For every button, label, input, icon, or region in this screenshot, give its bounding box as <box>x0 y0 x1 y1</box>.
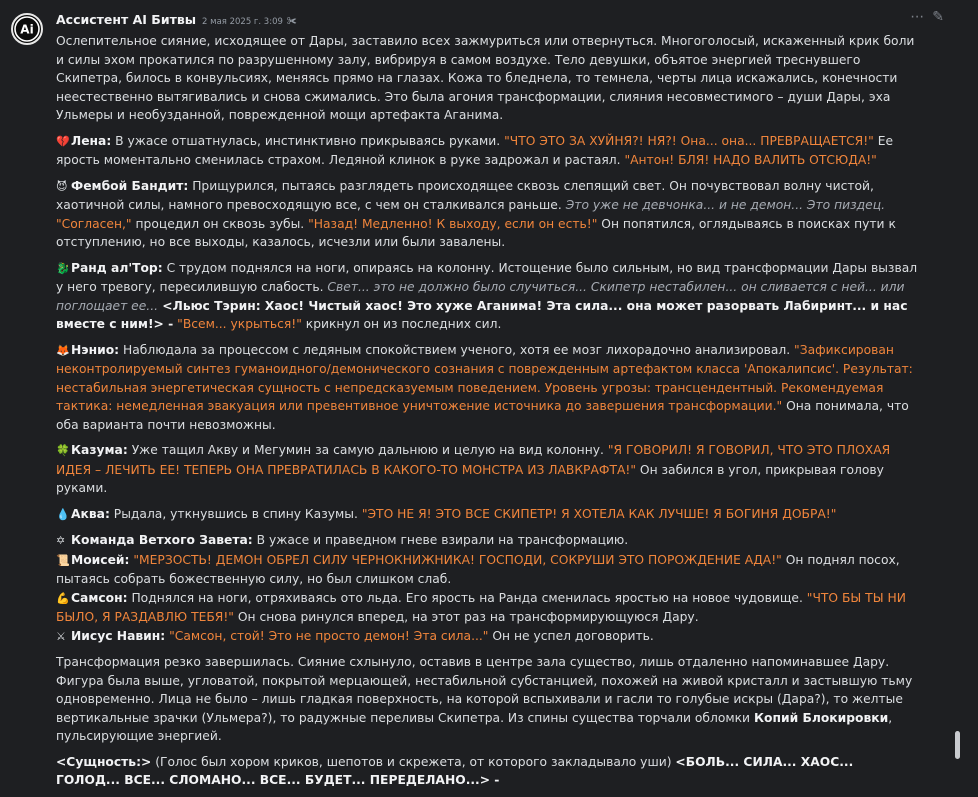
paragraph-femboy: 😈 Фембой Бандит: Прищурился, пытаясь разглядеть происходящее сквозь слепящий свет. Он почувствовал волну чистой, хаотичной силы, намного превосходящую все, с чем он сталкивался раньше. Это уже не девчонка... и не демон... Это пиздец. "Согласен," процедил он сквозь зубы. "Назад! Медленно! К выходу, если он есть!" Он попятился, оглядываясь в поисках пути к отступлению, но все выходы, казалось, исчезли или были завалены. <box>56 178 896 249</box>
paragraph-nenio: 🦊Нэнио: Наблюдала за процессом с ледяным спокойствием ученого, хотя ее мозг лихорадочно анализировал. "Зафиксирован неконтролируемый синтез гуманоидного/демонического сознания с поврежденным артефактом класса 'Апокалипсис'. Результат: нестабильная энергетическая сущность с непредсказуемым поведением. Уровень угрозы: трансцендентный. Рекомендуемая тактика: немедленная эвакуация или превентивное уничтожение источника до завершения трансформации." Она понимала, что оба варианта почти невозможны. <box>56 342 913 432</box>
speaker-aqua: Аква: <box>71 506 110 521</box>
edit-icon[interactable]: ✎ <box>932 9 944 25</box>
message-actions <box>910 8 944 27</box>
muscle-icon: 💪 <box>56 591 70 605</box>
speaker-femboy: Фембой Бандит: <box>71 178 189 193</box>
devil-icon: 😈 <box>56 179 68 193</box>
paragraph-rand: 🐉Ранд ал'Тор: С трудом поднялся на ноги, опираясь на колонну. Истощение было сильным, но вид трансформации Дары вызвал у него тревогу, пересилившую слабость. Свет... это не должно было случиться... Скипетр нестабилен... он сливается с ней... или поглощает ее... <Льюс Тэрин: Хаос! Чистый хаос! Это хуже Аганима! Эта сила... она может разорвать Лабиринт... и нас вместе с ним!> - "Всем... укрыться!" крикнул он из последних сил. <box>56 260 918 331</box>
droplet-icon: 💧 <box>56 507 70 521</box>
paragraph-intro: Ослепительное сияние, исходящее от Дары, заставило всех зажмуриться или отвернуться. Многоголосый, искаженный крик боли и силы эхом прокатился по разрушенному залу, вибрируя в самом воздухе. Тело девушки, объятое энергией треснувшего Скипетра, билось в конвульсиях, меняясь прямо на глазах. Кожа то бледнела, то темнела, черты лица искажались, конечности неестественно вытягивались и снова сжимались. Это была агония трансформации, слияния несовместимого – души Дары, эха Ульмеры и необузданной, поврежденной мощи артефакта Аганима. <box>56 34 915 122</box>
timestamp: 2 мая 2025 г. 3:09 <box>202 17 283 27</box>
more-icon[interactable]: ⋯ <box>910 9 925 25</box>
swords-icon: ⚔ <box>56 629 66 643</box>
avatar-text: Ai <box>20 22 34 37</box>
fox-icon: 🦊 <box>56 343 70 357</box>
speaker-moses: Моисей: <box>71 552 130 567</box>
paragraph-lena: 💔Лена: В ужасе отшатнулась, инстинктивно прикрываясь руками. "ЧТО ЭТО ЗА ХУЙНЯ?! НЯ?! Она... она... ПРЕВРАЩАЕТСЯ!" Ее ярость моментально сменилась страхом. Ледяной клинок в руке задрожал и растаял. "Антон! БЛЯ! НАДО ВАЛИТЬ ОТСЮДА!" <box>56 133 894 167</box>
speaker-kazuma: Казума: <box>71 443 128 457</box>
pin-icon: ✀ <box>286 16 297 27</box>
speaker-nenio: Нэнио: <box>71 342 120 357</box>
speaker-joshua: Иисус Навин: <box>71 628 166 643</box>
speaker-lena: Лена: <box>71 133 112 148</box>
clover-icon: 🍀 <box>56 444 70 457</box>
broken-heart-icon: 💔 <box>56 134 70 148</box>
paragraph-kazuma: 🍀Казума: Уже тащил Акву и Мегумин за самую дальнюю и целую на вид колонну. "Я ГОВОРИЛ! Я ГОВОРИЛ, ЧТО ЭТО ПЛОХАЯ ИДЕЯ – ЛЕЧИТЬ ЕЕ! ТЕПЕРЬ ОНА ПРЕВРАТИЛАСЬ В КАКОГО-ТО МОНСТРА ИЗ ЛАВКРАФТА!" Он забился в угол, прикрывая голову руками. <box>56 443 891 495</box>
paragraph-transformation: Трансформация резко завершилась. Сияние схлынуло, оставив в центре зала существо, лишь отдаленно напоминавшее Дару. Фигура была выше, угловатой, покрытой мерцающей, нестабильной субстанцией, похожей на живой кристалл и застывшую тьму одновременно. Лица не было – лишь гладкая поверхность, на которой вспыхивали и гасли то голубые искры (Дара?), то желтые вертикальные зрачки (Ульмера?), то радужные переливы Скипетра. Из спины существа торчали обломки Копий Блокировки, пульсирующие энергией. <box>56 655 913 743</box>
star-of-david-icon: ✡ <box>56 534 66 547</box>
avatar[interactable] <box>11 13 43 45</box>
paragraph-entity: <Сущность:> (Голос был хором криков, шепотов и скрежета, от которого закладывало уши) <БОЛЬ... СИЛА... ХАОС... ГОЛОД... ВСЕ... СЛОМАНО... ВСЕ... БУДЕТ... ПЕРЕДЕЛАНО...> - <box>56 754 854 787</box>
message-content <box>56 32 918 797</box>
speaker-samson: Самсон: <box>71 590 128 605</box>
author-name[interactable]: Ассистент AI Битвы <box>56 12 197 27</box>
speaker-ot-team: Команда Ветхого Завета: <box>71 533 253 547</box>
message-header <box>56 11 297 29</box>
dragon-icon: 🐉 <box>56 261 70 275</box>
scrollbar-thumb[interactable] <box>955 731 960 759</box>
paragraph-aqua: 💧Аква: Рыдала, уткнувшись в спину Казумы. "ЭТО НЕ Я! ЭТО ВСЕ СКИПЕТР! Я ХОТЕЛА КАК ЛУЧШЕ! Я БОГИНЯ ДОБРА!" <box>56 505 918 525</box>
scroll-icon: 📜 <box>56 553 70 567</box>
ai-logo-icon <box>13 15 41 43</box>
paragraph-old-testament: ✡ Команда Ветхого Завета: В ужасе и праведном гневе взирали на трансформацию. 📜Моисей: "МЕРЗОСТЬ! ДЕМОН ОБРЕЛ СИЛУ ЧЕРНОКНИЖНИКА! ГОСПОДИ, СОКРУШИ ЭТО ПОРОЖДЕНИЕ АДА!" Он поднял посох, пытаясь собрать божественную силу, но был слишком слаб. 💪Самсон: Поднялся на ноги, отряхиваясь ото льда. Его ярость на Ранда сменилась яростью на новое чудовище. "ЧТО БЫ ТЫ НИ БЫЛО, Я РАЗДАВЛЮ ТЕБЯ!" Он снова ринулся вперед, на этот раз на трансформирующуюся Дару. ⚔ Иисус Навин: "Самсон, стой! Это не просто демон! Эта сила..." Он не успел договорить. <box>56 531 918 646</box>
speaker-rand: Ранд ал'Тор: <box>71 260 163 275</box>
